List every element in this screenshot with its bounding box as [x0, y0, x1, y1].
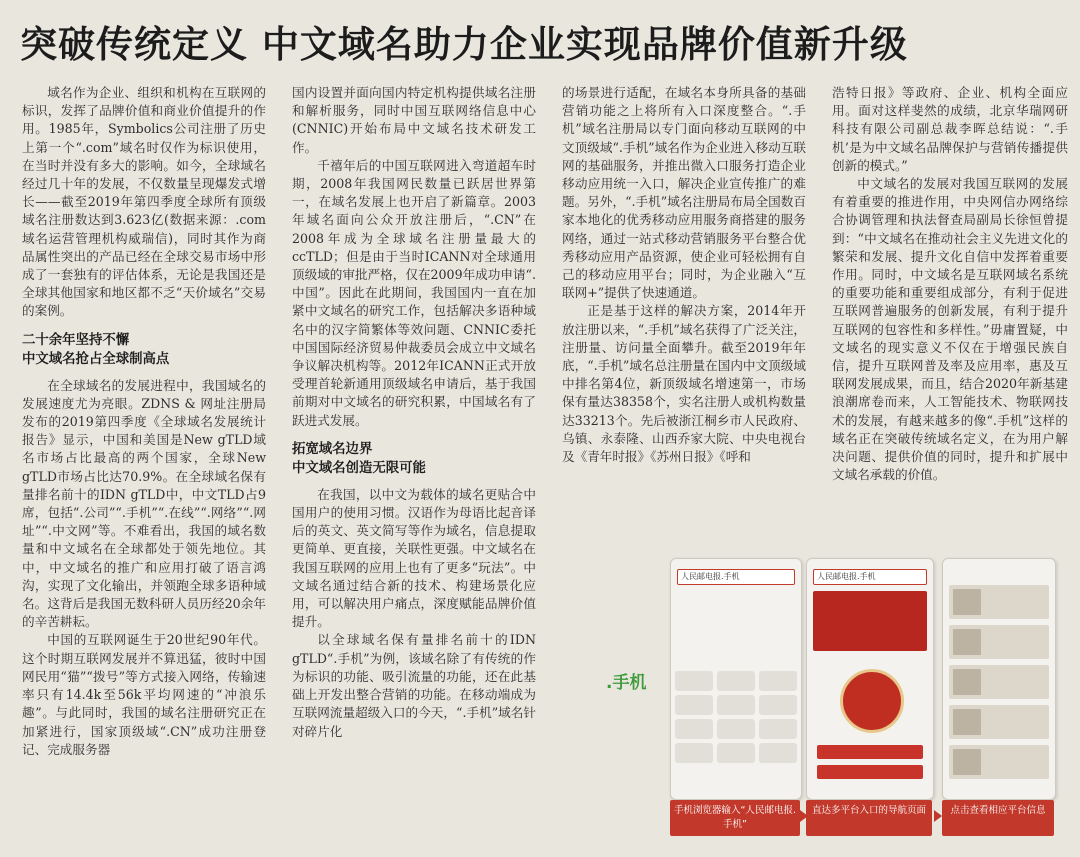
- phone-keyboard: [675, 671, 797, 791]
- paragraph: 正是基于这样的解决方案，2014年开放注册以来，“.手机”域名获得了广泛关注，注册量、访问量全面攀升。截至2019年年底，“.手机”域名总注册量在国内中文顶级域中排名第4位，新顶级域名增速第一，市场保有量达38358个，实名注册人或机构数量达33213个。先后被浙江桐乡市人民政府、乌镇、永泰隆、山西乔家大院、中央电视台及《青年时报》《苏州日报》《呼和: [562, 303, 806, 465]
- step-caption-3: 点击查看相应平台信息: [942, 800, 1054, 836]
- section-subhead: [292, 440, 536, 478]
- article-column-2: [292, 84, 536, 741]
- subhead-line-1: 二十余年坚持不懈: [22, 332, 130, 348]
- keyboard-key: [717, 719, 755, 739]
- keyboard-key: [717, 695, 755, 715]
- article-column-1: [22, 84, 266, 759]
- keyboard-key: [759, 671, 797, 691]
- paragraph: 国内设置并面向国内特定机构提供域名注册和解析服务，同时中国互联网络信息中心(CNNIC)开始布局中文域名技术研发工作。: [292, 85, 536, 155]
- keyboard-key: [675, 743, 713, 763]
- subhead-line-2: 中文域名抢占全球制高点: [22, 351, 170, 367]
- platform-list: [949, 585, 1049, 779]
- nav-entry-bar: [817, 745, 923, 759]
- phone-screen-browser-input: [670, 558, 802, 800]
- browser-url-bar: 人民邮电报.手机: [677, 569, 795, 585]
- platform-item: [949, 705, 1049, 739]
- paragraph: 以全球域名保有量排名前十的IDN gTLD“.手机”为例，该域名除了有传统的作为标识的功能、吸引流量的功能，还在此基础上开发出整合营销的功能。在移动端成为互联网流量超级入口的今天，“.手机”域名针对碎片化: [292, 632, 536, 739]
- platform-item: [949, 585, 1049, 619]
- platform-item: [949, 665, 1049, 699]
- platform-item: [949, 625, 1049, 659]
- phone-screenshots-figure: [598, 556, 1058, 846]
- phone-screen-platform-info: [942, 558, 1056, 800]
- paragraph: 在全球域名的发展进程中，我国域名的发展速度尤为亮眼。ZDNS & 网址注册局发布的2019第四季度《全球域名发展统计报告》显示，中国和美国是New gTLD域名市场占比最高的两个国家，全球New gTLD市场占比达70.9%。在全球域名保有量排名前十的IDN gTLD中，中文TLD占9席，包括“.公司”“.手机”“.在线”“.网络”“.网址”“.中文网”等。不难看出，我国的域名数量和中文域名在全球都处于领先地位。其中，中文域名的推广和应用打破了语言鸿沟，实现了文化输出，并领跑全球多语种域名。这背后是我国无数科研人员历经20余年的辛苦耕耘。: [22, 377, 266, 630]
- keyboard-key: [759, 719, 797, 739]
- platform-item: [949, 745, 1049, 779]
- article-column-4: [832, 84, 1068, 484]
- subhead-line-1: 拓宽域名边界: [292, 441, 373, 457]
- browser-url-bar: 人民邮电报.手机: [813, 569, 927, 585]
- paragraph: 中文域名的发展对我国互联网的发展有着重要的推进作用，中央网信办网络综合协调管理和执法督查局副局长徐恒曾提到：“中文域名在推动社会主义先进文化的繁荣和发展、提升文化自信中发挥着重要作用。同时，中文域名是互联网域名系统的重要功能和重要组成部分，有利于促进互联网普遍服务的创新发展，有利于提升互联网的包容性和多样性。”毋庸置疑，中文域名的现实意义不仅在于增强民族自信，提升互联网普及率及应用率，惠及互联网发展成果，而且，结合2020年新基建浪潮席卷而来，人工智能技术、物联网技术的发展，有越来越多的像“.手机”这样的域名正在突破传统域名定义，在为用户解决问题、提供价值的同时，提升和扩展中文域名承载的价值。: [832, 176, 1068, 483]
- article-headline: 突破传统定义 中文域名助力企业实现品牌价值新升级: [20, 23, 908, 66]
- brand-logo-text: .手机: [606, 673, 647, 693]
- article-column-3: [562, 84, 806, 466]
- keyboard-key: [717, 743, 755, 763]
- paragraph: 浩特日报》等政府、企业、机构全面应用。面对这样斐然的成绩，北京华瑞网研科技有限公司副总裁李晖总结说：“.手机’是为中文域名品牌保护与营销传播提供创新的模式。”: [832, 85, 1068, 173]
- step-caption-2: 直达多平台入口的导航页面: [806, 800, 932, 836]
- paragraph: 的场景进行适配，在域名本身所具备的基础营销功能之上将所有入口深度整合。“.手机”域名注册局以专门面向移动互联网的中文顶级域“.手机”域名作为企业进入移动互联网的基础服务，并推出微入口服务打造企业移动应用统一入口，解决企业宣传推广的难题。另外，“.手机”域名注册局布局全国数百家本地化的优秀移动应用服务商搭建的服务网络，通过一站式移动营销服务平台整合优秀移动应用产品资源，使企业可轻松拥有自己的移动应用平台；同时，为企业融入“互联网+”提供了快速通道。: [562, 85, 806, 301]
- subhead-line-2: 中文域名创造无限可能: [292, 460, 426, 476]
- section-subhead: [22, 331, 266, 369]
- keyboard-key: [759, 695, 797, 715]
- newspaper-banner-image: [813, 591, 927, 651]
- newspaper-seal-logo: [840, 669, 904, 733]
- keyboard-key: [675, 671, 713, 691]
- paragraph: 在我国，以中文为载体的域名更贴合中国用户的使用习惯。汉语作为母语比起音译后的英文、英文简写等作为域名，信息提取更简单、更直接，关联性更强。中文域名在我国互联网的应用上也有了更多“玩法”。中文域名通过结合新的技术、构建场景化应用，可以解决用户痛点，深度赋能品牌价值提升。: [292, 486, 536, 630]
- step-caption-1: 手机浏览器输入“人民邮电报.手机”: [670, 800, 800, 836]
- keyboard-key: [675, 695, 713, 715]
- paragraph: 中国的互联网诞生于20世纪90年代。这个时期互联网发展并不算迅猛，彼时中国网民用“猫”“拨号”等方式接入网络，传输速率只有14.4k至56k平均网速的“冲浪乐趣”。与此同时，我国的域名注册研究正在加紧进行，国家顶级域“.CN”成功注册登记、完成服务器: [22, 632, 266, 757]
- paragraph: 域名作为企业、组织和机构在互联网的标识，发挥了品牌价值和商业价值提升的作用。1985年，Symbolics公司注册了历史上第一个“.com”域名时仅作为标识使用，在当时并没有多大的影响。如今，全球域名经过几十年的发展，不仅数量呈现爆发式增长——截至2019年第四季度全球所有顶级域名注册数达到3.623亿(数据来源：.com域名运营管理机构威瑞信)，同时其作为商品属性突出的产品已经在全球交易市场中形成了一套独有的评估体系，无论是我国还是全球其他国家和地区都不乏“天价域名”交易的案例。: [22, 85, 266, 319]
- phone-screen-navigation-page: [806, 558, 934, 800]
- keyboard-key: [717, 671, 755, 691]
- paragraph: 千禧年后的中国互联网进入弯道超车时期，2008年我国网民数量已跃居世界第一，在域名发展上也开启了新篇章。2003年域名面向公众开放注册后，“.CN”在2008年成为全球域名注册量最大的ccTLD；但是由于当时ICANN对全球通用顶级域的审批严格，仅在2009年成功申请“.中国”。因此在此期间，我国国内一直在加紧中文域名的研究工作，包括解决多语种域名中的汉字简繁体等效问题、CNNIC委托中国国际经济贸易仲裁委员会成立中文域名争议解决机构等。2012年ICANN正式开放受理首轮新通用顶级域名申请后，基于我国前期对中文域名的研究积累，中国域名有了跃进式发展。: [292, 157, 536, 428]
- nav-entry-bar: [817, 765, 923, 779]
- keyboard-key: [675, 719, 713, 739]
- keyboard-key: [759, 743, 797, 763]
- arrow-right-icon: [934, 810, 942, 822]
